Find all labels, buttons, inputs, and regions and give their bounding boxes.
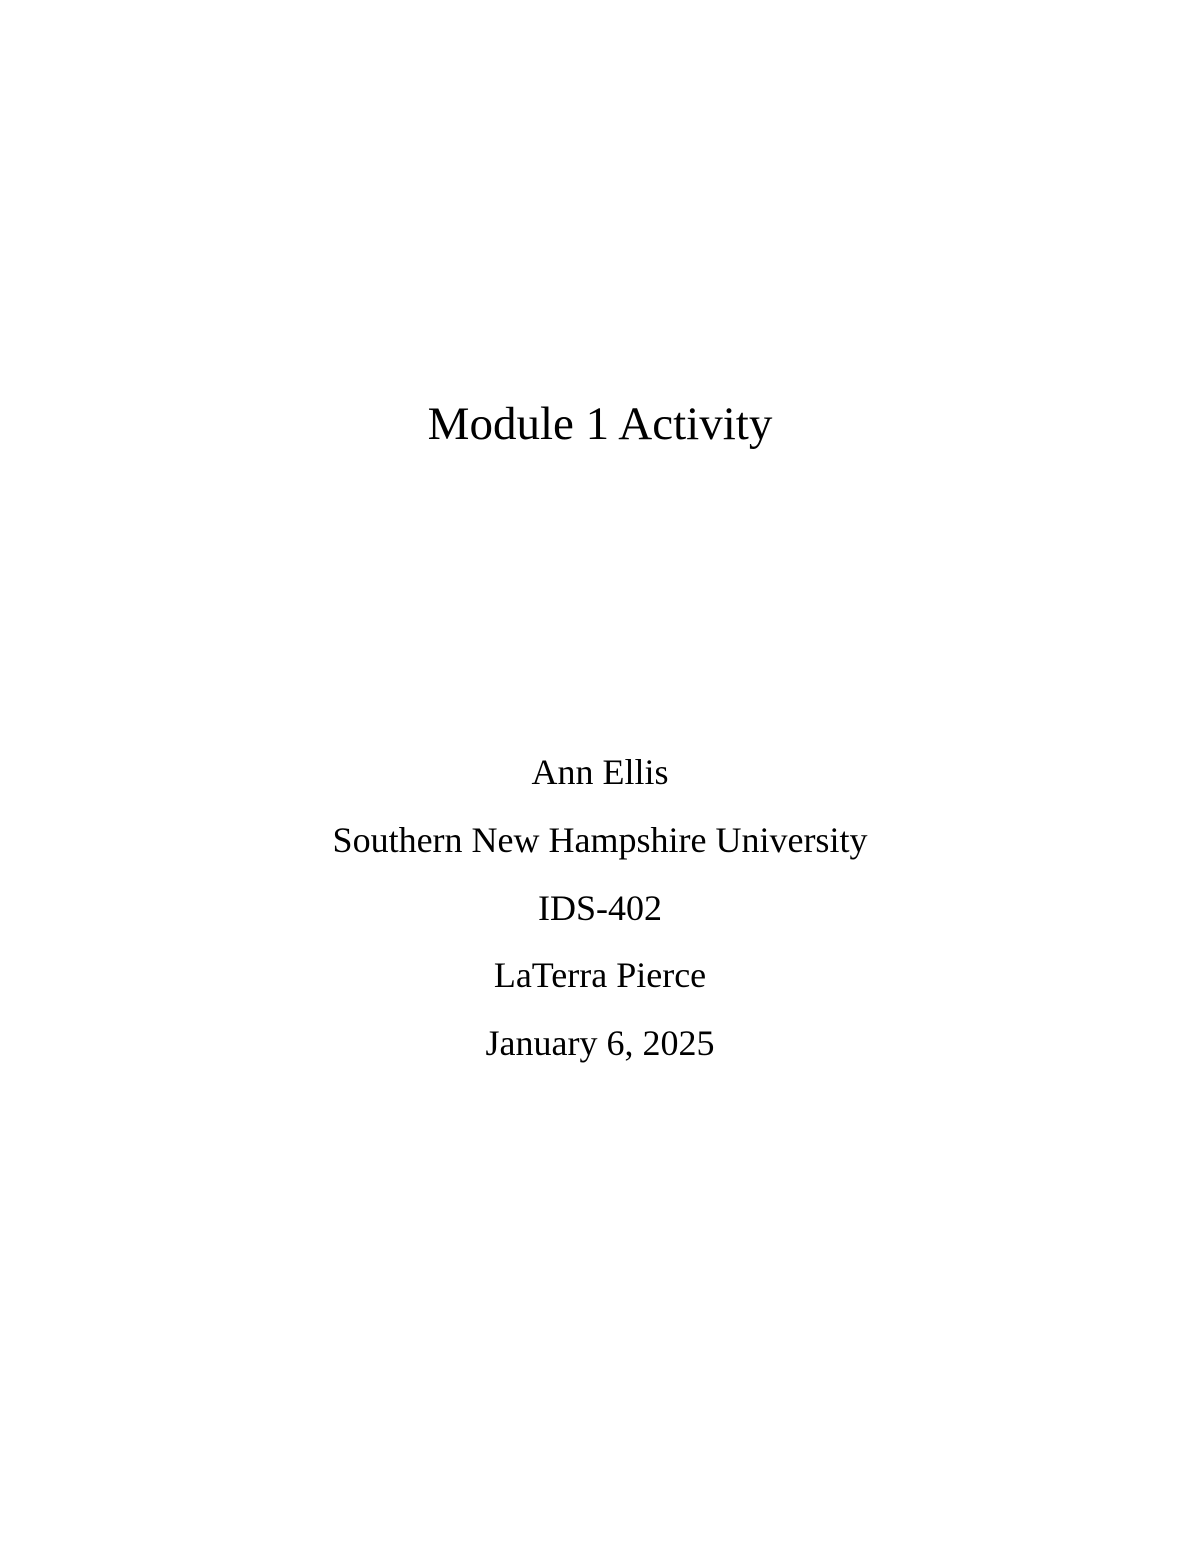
course-code: IDS-402 bbox=[538, 888, 662, 928]
instructor-name: LaTerra Pierce bbox=[493, 955, 707, 995]
institution-name: Southern New Hampshire University bbox=[332, 820, 868, 860]
author-name: Ann Ellis bbox=[531, 752, 669, 792]
document-title: Module 1 Activity bbox=[427, 398, 773, 450]
submission-date: January 6, 2025 bbox=[485, 1023, 715, 1063]
